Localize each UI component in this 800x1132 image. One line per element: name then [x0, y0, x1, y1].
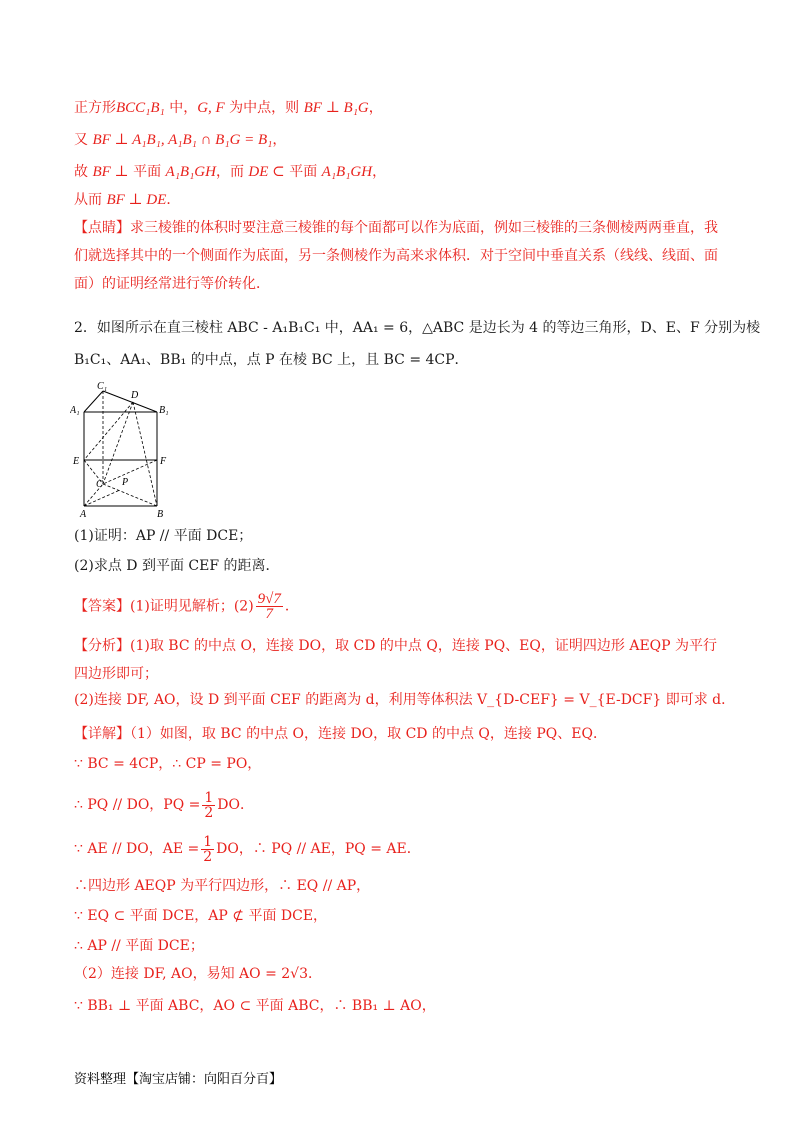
segment-d-e — [84, 402, 133, 460]
prev-line-2: 又 BF ⊥ A₁B₁, A₁B₁ ∩ B₁G = B₁， — [74, 132, 287, 148]
prev-line-1: 正方形BCC₁B₁ 中，G, F 为中点，则 BF ⊥ B₁G， — [74, 100, 383, 116]
question-2: (2)求点 D 到平面 CEF 的距离． — [74, 558, 280, 574]
detail-line-2: ∵ BC = 4CP，∴ CP = PO， — [74, 756, 262, 772]
question-1: (1)证明：AP // 平面 DCE； — [74, 528, 253, 544]
fraction-half-2: $\frac{1}{2}$ — [203, 833, 213, 865]
label-c: C — [96, 479, 103, 490]
tip-paragraph — [74, 214, 724, 298]
segment-d-b — [133, 402, 157, 506]
prev-line-4: 从而 BF ⊥ DE． — [74, 192, 181, 208]
detail-tag: 【详解】 — [74, 726, 130, 742]
edge-a1-c1 — [84, 391, 103, 412]
prism-figure — [70, 380, 185, 520]
detail-line-8: （2）连接 DF, AO，易知 AO = 2√3． — [74, 966, 323, 982]
label-p: P — [122, 477, 129, 488]
detail-line-9: ∵ BB₁ ⊥ 平面 ABC，AO ⊂ 平面 ABC，∴ BB₁ ⊥ AO， — [74, 998, 436, 1014]
analysis-line-2: (2)连接 DF, AO，设 D 到平面 CEF 的距离为 d，利用等体积法 V_{D-CEF} = V_{E-DCF} 即可求 d． — [74, 692, 736, 708]
answer-line: 【答案】(1)证明见解析；(2) $\frac{9√7}{7}$ ． — [74, 591, 299, 622]
problem-line-1: 2．如图所示在直三棱柱 ABC - A₁B₁C₁ 中，AA₁ = 6，△ABC 是边长为 4 的等边三角形，D、E、F 分别为棱 — [74, 320, 761, 336]
label-a: A — [80, 509, 87, 520]
detail-line-6: ∵ EQ ⊂ 平面 DCE，AP ⊄ 平面 DCE， — [74, 908, 328, 924]
answer-tag: 【答案】 — [74, 598, 130, 615]
detail-line-1: 【详解】（1）如图，取 BC 的中点 O，连接 DO，取 CD 的中点 Q，连接 PQ、EQ． — [74, 726, 607, 742]
detail-line-4: ∵ AE // DO，AE = $\frac{1}{2}$ DO，∴ PQ // AE，PQ = AE． — [74, 833, 421, 865]
label-d: D — [131, 390, 139, 401]
analysis-block: 【分析】(1)取 BC 的中点 O，连接 DO，取 CD 的中点 Q，连接 PQ、EQ，证明四边形 AEQP 为平行四边形即可； — [74, 638, 718, 682]
problem-line-2: B₁C₁、AA₁、BB₁ 的中点，点 P 在棱 BC 上，且 BC = 4CP． — [74, 352, 469, 368]
segment-d-c — [103, 402, 133, 484]
edge-c1-b1 — [103, 391, 157, 412]
label-f: F — [160, 456, 167, 467]
analysis-tag: 【分析】 — [74, 638, 130, 654]
fraction-half-1: $\frac{1}{2}$ — [204, 789, 214, 821]
label-b1: B₁ — [159, 405, 169, 416]
detail-line-7: ∴ AP // 平面 DCE； — [74, 938, 204, 954]
tip-text: 求三棱锥的体积时要注意三棱锥的每个面都可以作为底面，例如三棱锥的三条侧棱两两垂直，我们就选择其中的一个侧面作为底面，另一条侧棱作为高来求体积．对于空间中垂直关系（线线、线面、面面）的证明经常进行等价转化． — [74, 220, 718, 292]
label-b: B — [157, 509, 164, 520]
answer-fraction: $\frac{9√7}{7}$ — [257, 591, 281, 622]
label-a1: A₁ — [70, 405, 80, 416]
detail-line-3: ∴ PQ // DO，PQ = $\frac{1}{2}$ DO． — [74, 789, 254, 821]
label-e: E — [73, 456, 80, 467]
prev-line-3: 故 BF ⊥ 平面 A₁B₁GH，而 DE ⊂ 平面 A₁B₁GH， — [74, 164, 387, 180]
detail-line-5: ∴四边形 AEQP 为平行四边形，∴ EQ // AP， — [74, 878, 371, 894]
edge-c-b — [103, 484, 157, 506]
tip-tag: 【点睛】 — [74, 220, 130, 236]
segment-a-p — [84, 490, 120, 506]
page-footer: 资料整理【淘宝店铺：向阳百分百】 — [74, 1072, 283, 1087]
label-c1: C₁ — [97, 381, 108, 392]
